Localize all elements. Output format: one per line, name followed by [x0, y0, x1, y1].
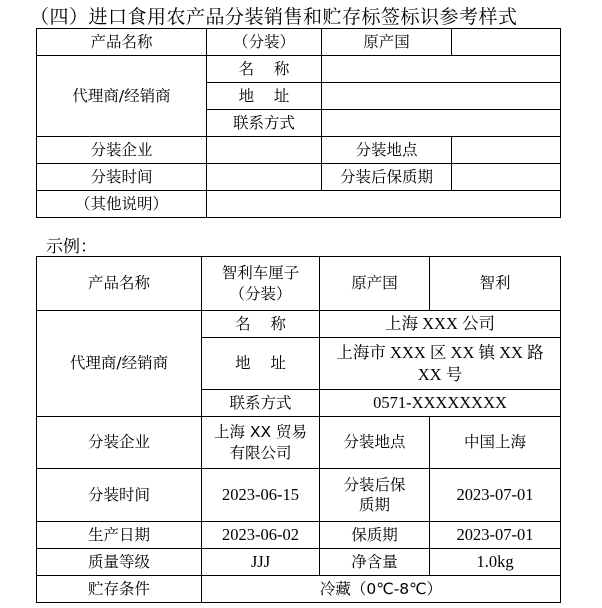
origin-value-blank	[452, 29, 561, 56]
other-notes-label: （其他说明）	[37, 191, 207, 218]
agent-contact-blank	[322, 110, 561, 137]
ex-storage-value: 冷藏（0℃-8℃）	[202, 576, 561, 603]
repack-tag: （分装）	[207, 29, 322, 56]
other-notes-blank	[207, 191, 561, 218]
ex-repack-company-value: 上海 XX 贸易有限公司	[202, 417, 320, 469]
product-name-label: 产品名称	[37, 29, 207, 56]
ex-origin-value: 智利	[430, 257, 561, 311]
ex-repack-company-label: 分装企业	[37, 417, 202, 469]
repack-company-blank	[207, 137, 322, 164]
repack-time-blank	[207, 164, 322, 191]
ex-repack-location-label: 分装地点	[320, 417, 430, 469]
document-title: （四）进口食用农产品分装销售和贮存标签标识参考样式	[30, 6, 518, 28]
template-label-table	[36, 28, 561, 218]
ex-quality-grade-value: JJJ	[202, 549, 320, 576]
ex-agent-name-label: 名 称	[202, 311, 320, 338]
example-label: 示例：	[46, 237, 97, 257]
ex-repack-time-value: 2023-06-15	[202, 469, 320, 522]
ex-agent-contact-label: 联系方式	[202, 390, 320, 417]
ex-shelf-life-label: 保质期	[320, 522, 430, 549]
ex-agent-address-label: 地 址	[202, 338, 320, 390]
ex-origin-label: 原产国	[320, 257, 430, 311]
shelf-life-after-repack-label: 分装后保质期	[322, 164, 452, 191]
repack-company-label: 分装企业	[37, 137, 207, 164]
repack-time-label: 分装时间	[37, 164, 207, 191]
ex-repack-time-label: 分装时间	[37, 469, 202, 522]
agent-contact-label: 联系方式	[207, 110, 322, 137]
example-label-table	[36, 256, 561, 603]
ex-net-content-value: 1.0kg	[430, 549, 561, 576]
repack-location-blank	[452, 137, 561, 164]
ex-shelf-life-value: 2023-07-01	[430, 522, 561, 549]
ex-storage-label: 贮存条件	[37, 576, 202, 603]
ex-repack-location-value: 中国上海	[430, 417, 561, 469]
agent-address-label: 地 址	[207, 83, 322, 110]
origin-label: 原产国	[322, 29, 452, 56]
ex-agent-address-value: 上海市 XXX 区 XX 镇 XX 路 XX 号	[320, 338, 561, 390]
agent-name-blank	[322, 56, 561, 83]
ex-production-date-label: 生产日期	[37, 522, 202, 549]
ex-net-content-label: 净含量	[320, 549, 430, 576]
repack-location-label: 分装地点	[322, 137, 452, 164]
ex-agent-label: 代理商/经销商	[37, 311, 202, 417]
ex-quality-grade-label: 质量等级	[37, 549, 202, 576]
shelf-life-after-repack-blank	[452, 164, 561, 191]
ex-agent-contact-value: 0571-XXXXXXXX	[320, 390, 561, 417]
ex-production-date-value: 2023-06-02	[202, 522, 320, 549]
ex-shelf-life-after-repack-label: 分装后保质期	[320, 469, 430, 522]
ex-shelf-life-after-repack-value: 2023-07-01	[430, 469, 561, 522]
ex-product-name-value: 智利车厘子（分装）	[202, 257, 320, 311]
ex-product-name-label: 产品名称	[37, 257, 202, 311]
agent-address-blank	[322, 83, 561, 110]
agent-label: 代理商/经销商	[37, 56, 207, 137]
agent-name-label: 名 称	[207, 56, 322, 83]
ex-agent-name-value: 上海 XXX 公司	[320, 311, 561, 338]
